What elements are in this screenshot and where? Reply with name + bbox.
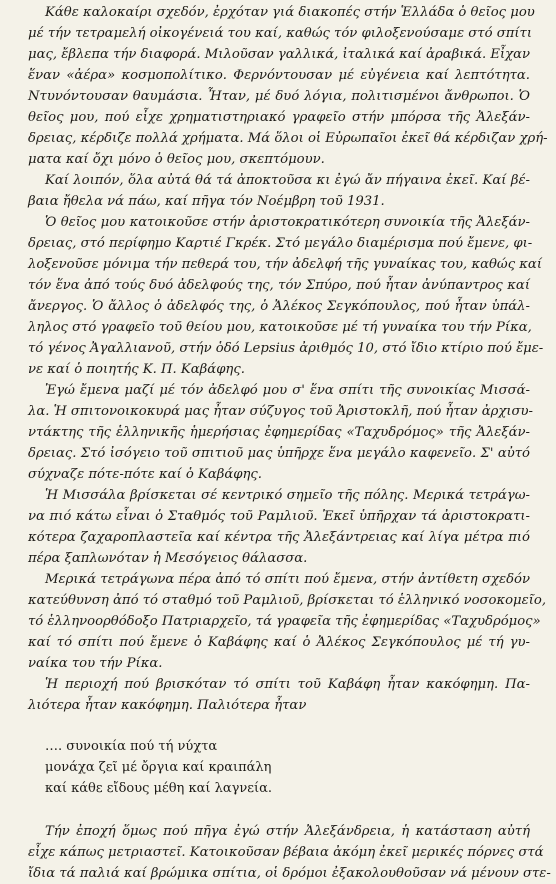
text-line: λιότερα ἦταν κακόφημη. Παλιότερα ἦταν: [28, 698, 307, 713]
text-line: τό γένος Ἀγαλλιανοῦ, στήν ὁδό Lepsius ἀριθμός 10, στό ἴδιο κτίριο πού ἔμε-: [28, 341, 544, 356]
text-line: λοξενοῦσε μόνιμα τήν πεθερά του, τήν ἀδελφή τῆς γυναίκας του, καθώς καί: [28, 257, 542, 272]
text-line: ἕναν «ἀέρα» κοσμοπολίτικο. Φερνόντουσαν μέ εὐγένεια καί λεπτότητα.: [28, 68, 530, 83]
text-line: ντάκτης τῆς ἑλληνικῆς ἡμερήσιας ἐφημερίδας «Ταχυδρόμος» τῆς Ἀλεξάν-: [28, 425, 530, 440]
text-line: δρειας, κέρδιζε πολλά χρήματα. Μά ὅλοι οἱ Εὐρωπαῖοι ἐκεῖ θά κέρδιζαν χρή-: [28, 131, 548, 146]
text-line: θεῖος μου, πού εἶχε χρηματιστηριακό γραφεῖο στήν μπόρσα τῆς Ἀλεξάν-: [28, 110, 530, 125]
text-line: νε καί ὁ ποιητής Κ. Π. Καβάφης.: [28, 362, 245, 377]
text-line: Ἐγώ ἔμενα μαζί μέ τόν ἀδελφό μου σ' ἕνα σπίτι τῆς συνοικίας Μισσά-: [45, 383, 530, 398]
text-line: μέ τήν τετραμελή οἰκογένειά του καί, καθώς τόν φιλοξενούσαμε στό σπίτι: [28, 26, 533, 41]
text-line: λα. Ἡ σπιτονοικοκυρά μας ἦταν σύζυγος τοῦ Ἀριστοκλῆ, πού ἦταν ἀρχισυ-: [28, 404, 534, 419]
text-line: να πιό κάτω εἶναι ὁ Σταθμός τοῦ Ραμλιοῦ. Ἐκεῖ ὑπῆρχαν τά ἀριστοκρατι-: [28, 509, 530, 524]
text-line: Ἡ περιοχή πού βρισκόταν τό σπίτι τοῦ Καβάφη ἦταν κακόφημη. Πα-: [45, 677, 530, 692]
text-line: δρειας. Στό ἰσόγειο τοῦ σπιτιοῦ μας ὑπῆρχε ἕνα μεγάλο καφενεῖο. Σ' αὐτό: [28, 446, 530, 461]
text-line: βαια ἤθελα νά πάω, καί πῆγα τόν Νοέμβρη τοῦ 1931.: [28, 194, 385, 209]
text-line: ἄνεργος. Ὁ ἄλλος ὁ ἀδελφός της, ὁ Ἀλέκος Σεγκόπουλος, πού ἦταν ὑπάλ-: [28, 299, 530, 314]
text-line: Μερικά τετράγωνα πέρα ἀπό τό σπίτι πού ἔμενα, στήν ἀντίθετη σχεδόν: [45, 572, 530, 587]
text-line: Ὁ θεῖος μου κατοικοῦσε στήν ἀριστοκρατικότερη συνοικία τῆς Ἀλεξάν-: [45, 215, 530, 230]
text-line: εἶχε κάπως μετριαστεῖ. Κατοικοῦσαν βέβαια ἀκόμη ἐκεῖ μερικές πόρνες στά: [28, 845, 544, 860]
poem-line: …. συνοικία πού τή νύχτα: [45, 739, 218, 754]
text-line: ἴδια τά παλιά καί βρώμικα σπίτια, οἱ δρόμοι ἐξακολουθοῦσαν νά μένουν στε-: [28, 866, 551, 881]
text-line: πέρα ξαπλωνόταν ἡ Μεσόγειος θάλασσα.: [28, 551, 308, 566]
text-line: τό ἑλληνοορθόδοξο Πατριαρχεῖο, τά γραφεῖα τῆς ἐφημερίδας «Ταχυδρόμος»: [28, 614, 541, 629]
text-line: Καί λοιπόν, ὅλα αὐτά θά τά ἀποκτοῦσα κι ἐγώ ἄν πήγαινα ἐκεῖ. Καί βέ-: [45, 173, 530, 188]
poem-line: καί κάθε εἴδους μέθη καί λαγνεία.: [45, 781, 273, 796]
text-line: τόν ἕνα ἀπό τούς δυό ἀδελφούς της, τόν Σπύρο, πού ἦταν ἀνύπαντρος καί: [28, 278, 530, 293]
text-line: κατεύθυνση ἀπό τό σταθμό τοῦ Ραμλιοῦ, βρίσκεται τό ἑλληνικό νοσοκομεῖο,: [28, 593, 547, 608]
text-line: ναίκα του τήν Ρίκα.: [28, 656, 163, 671]
text-line: μας, ἔβλεπα τήν διαφορά. Μιλοῦσαν γαλλικά, ἰταλικά καί ἀραβικά. Εἶχαν: [28, 47, 531, 62]
text-line: καί τό σπίτι πού ἔμενε ὁ Καβάφης καί ὁ Ἀλέκος Σεγκόπουλος μέ τή γυ-: [28, 635, 530, 650]
text-line: Ντυνόντουσαν θαυμάσια. Ἦταν, μέ δυό λόγια, πολιτισμένοι ἄνθρωποι. Ὁ: [28, 89, 530, 104]
text-line: Ἡ Μισσάλα βρίσκεται σέ κεντρικό σημεῖο τῆς πόλης. Μερικά τετράγω-: [45, 488, 530, 503]
text-line: ματα καί ὄχι μόνο ὁ θεῖος μου, σκεπτόμουν.: [28, 152, 325, 167]
poem-line: μονάχα ζεῖ μέ ὄργια καί κραιπάλη: [45, 760, 272, 775]
text-line: σύχναζε πότε-πότε καί ὁ Καβάφης.: [28, 467, 263, 482]
text-line: Κάθε καλοκαίρι σχεδόν, ἐρχόταν γιά διακοπές στήν Ἑλλάδα ὁ θεῖος μου: [45, 5, 535, 20]
text-line: κότερα ζαχαροπλαστεῖα καί κέντρα τῆς Ἀλεξάντρειας καί λίγα μέτρα πιό: [28, 530, 530, 545]
text-line: ληλος στό γραφεῖο τοῦ θείου μου, κατοικοῦσε μέ τή γυναίκα του τήν Ρίκα,: [28, 320, 532, 335]
text-line: δρειας, στό περίφημο Καρτιέ Γκρέκ. Στό μεγάλο διαμέρισμα πού ἔμενε, φι-: [28, 236, 533, 251]
text-line: Τήν ἐποχή ὅμως πού πῆγα ἐγώ στήν Ἀλεξάνδρεια, ἡ κατάσταση αὐτή: [45, 824, 530, 839]
